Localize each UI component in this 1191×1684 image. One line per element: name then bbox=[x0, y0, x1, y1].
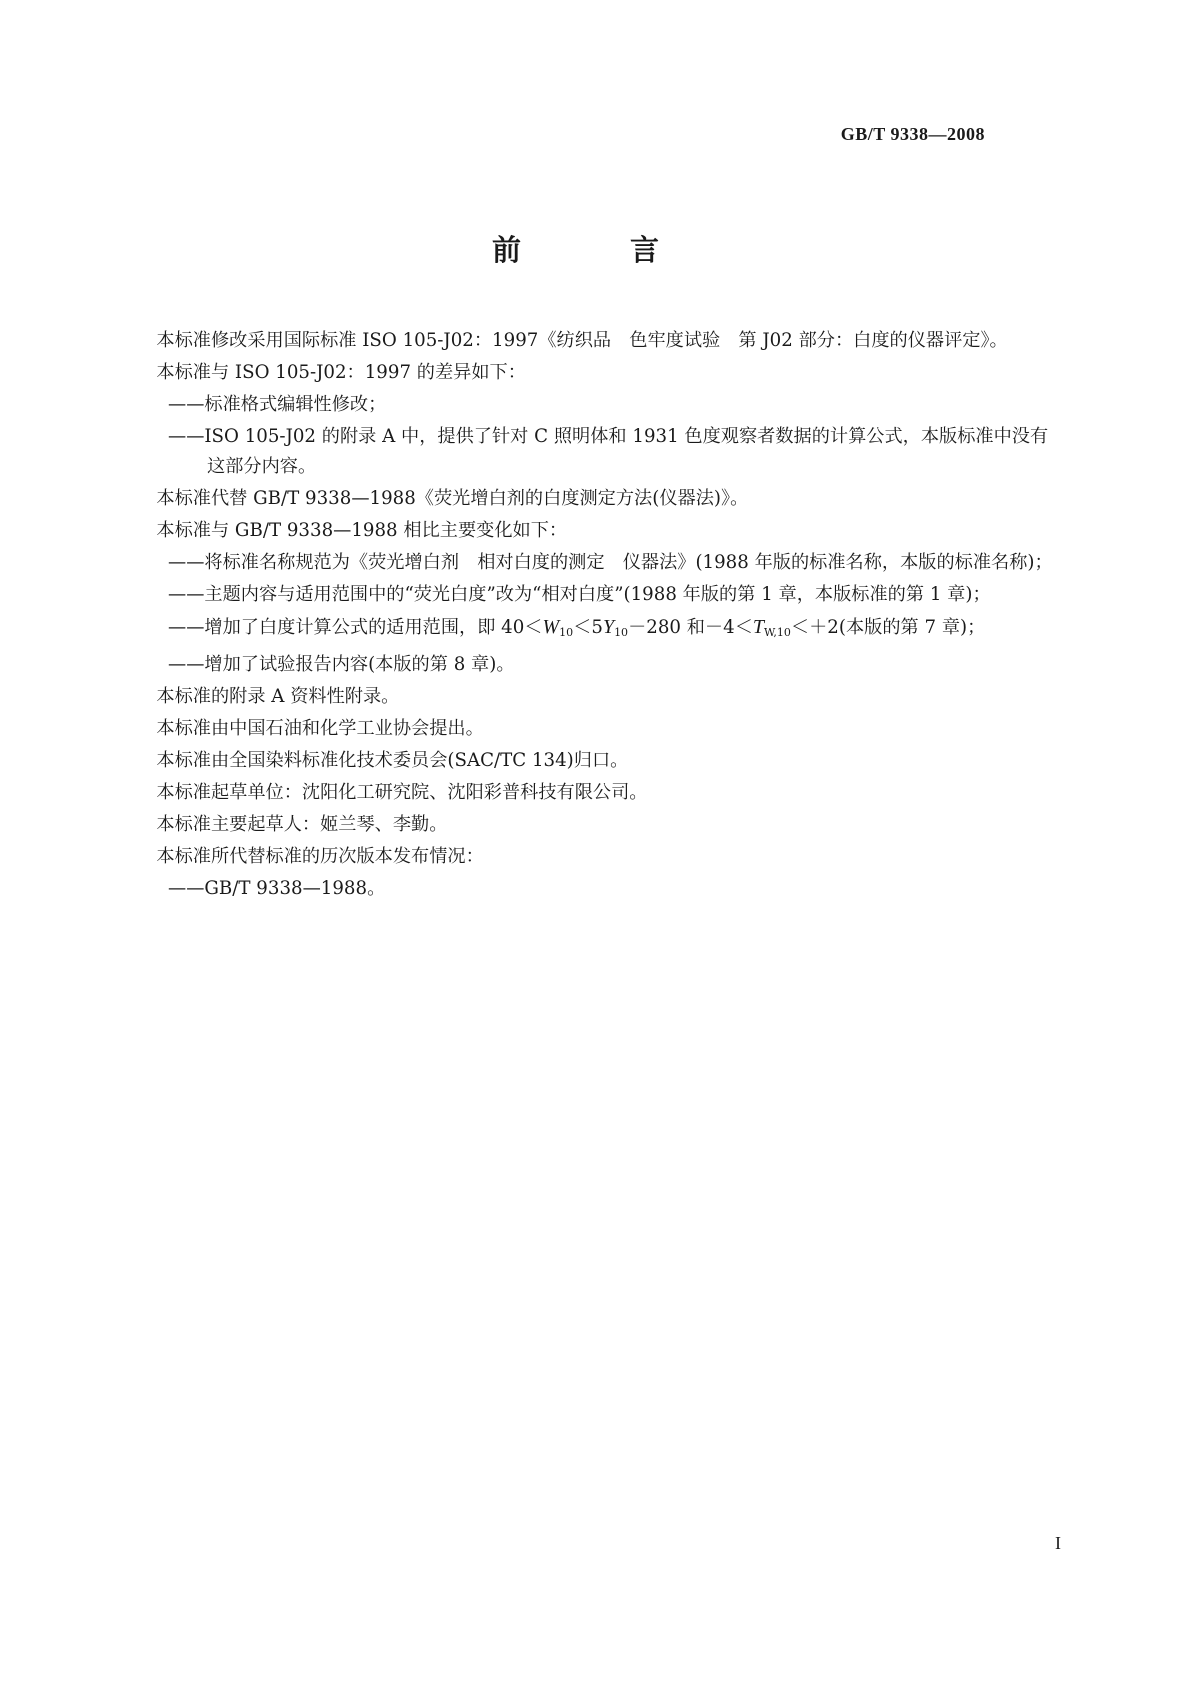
paragraph: 本标准主要起草人：姬兰琴、李勤。 bbox=[156, 814, 448, 835]
text-run: ＜5 bbox=[573, 617, 603, 638]
paragraph: 本标准与 GB/T 9338—1988 相比主要变化如下： bbox=[156, 520, 568, 541]
paragraph: 本标准由全国染料标准化技术委员会(SAC/TC 134)归口。 bbox=[156, 750, 629, 771]
paragraph: 本标准起草单位：沈阳化工研究院、沈阳彩普科技有限公司。 bbox=[156, 782, 648, 803]
dash-list-item: ——标准格式编辑性修改； bbox=[168, 394, 387, 415]
dash-list-item: ——增加了试验报告内容(本版的第 8 章)。 bbox=[168, 654, 515, 675]
subscript: 10 bbox=[559, 626, 574, 639]
math-variable: Y bbox=[602, 616, 615, 638]
subscript: 10 bbox=[614, 626, 629, 639]
text-run: ＜＋2(本版的第 7 章)； bbox=[790, 617, 986, 638]
paragraph: 本标准的附录 A 资料性附录。 bbox=[156, 686, 400, 707]
foreword-body bbox=[120, 326, 1057, 906]
subscript: W,10 bbox=[764, 626, 791, 639]
page-number: I bbox=[1055, 1533, 1061, 1553]
paragraph: 本标准代替 GB/T 9338—1988《荧光增白剂的白度测定方法(仪器法)》。 bbox=[156, 488, 749, 509]
dash-list-item bbox=[120, 612, 1057, 648]
math-variable: W bbox=[542, 616, 560, 638]
paragraph: 本标准由中国石油和化学工业协会提出。 bbox=[156, 718, 484, 739]
dash-list-item: ——ISO 105-J02 的附录 A 中，提供了针对 C 照明体和 1931 色度观察者数据的计算公式，本版标准中没有这部分内容。 bbox=[168, 426, 1049, 477]
dash-list-item: ——将标准名称规范为《荧光增白剂 相对白度的测定 仪器法》(1988 年版的标准名称，本版的标准名称)； bbox=[168, 552, 1053, 573]
text-run: ——增加了白度计算公式的适用范围，即 40＜ bbox=[168, 617, 543, 638]
paragraph: 本标准与 ISO 105-J02：1997 的差异如下： bbox=[156, 362, 526, 383]
dash-list-item: ——主题内容与适用范围中的“荧光白度”改为“相对白度”(1988 年版的第 1 章，本版标准的第 1 章)； bbox=[168, 584, 991, 605]
paragraph: 本标准所代替标准的历次版本发布情况： bbox=[156, 846, 484, 867]
paragraph: 本标准修改采用国际标准 ISO 105-J02：1997《纺织品 色牢度试验 第 J02 部分：白度的仪器评定》。 bbox=[156, 330, 1008, 351]
standard-code: GB/T 9338—2008 bbox=[840, 124, 985, 144]
dash-list-item: ——GB/T 9338—1988。 bbox=[168, 878, 386, 899]
page-title: 前 言 bbox=[491, 233, 699, 267]
text-run: －280 和－4＜ bbox=[628, 617, 753, 638]
math-variable: T bbox=[752, 616, 765, 638]
